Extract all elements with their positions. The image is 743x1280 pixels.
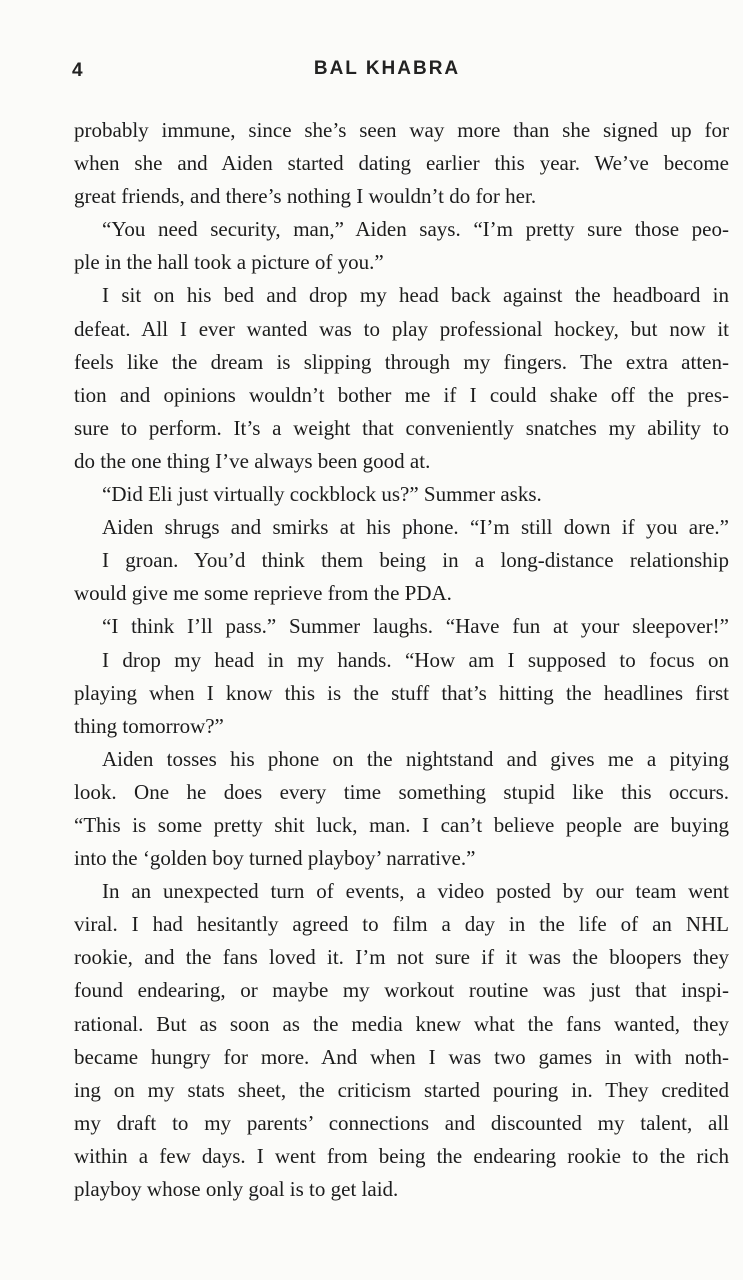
text-line: “This is some pretty shit luck, man. I can’t believe people are buying xyxy=(74,812,729,837)
text-line: ple in the hall took a picture of you.” xyxy=(74,250,384,275)
text-line: would give me some reprieve from the PDA. xyxy=(74,581,452,606)
running-head: BAL KHABRA xyxy=(313,58,461,79)
text-line: ing on my stats sheet, the criticism started pouring in. They credited xyxy=(74,1077,729,1102)
text-line: tion and opinions wouldn’t bother me if I could shake off the pres- xyxy=(74,382,729,407)
text-line: viral. I had hesitantly agreed to film a day in the life of an NHL xyxy=(74,912,729,937)
text-line: when she and Aiden started dating earlier this year. We’ve become xyxy=(74,151,729,176)
page-header xyxy=(72,56,702,86)
text-line: rookie, and the fans loved it. I’m not sure if it was the bloopers they xyxy=(74,945,729,970)
text-line: Aiden shrugs and smirks at his phone. “I’m still down if you are.” xyxy=(102,515,729,540)
text-line: do the one thing I’ve always been good at. xyxy=(74,448,431,473)
body-text xyxy=(74,114,729,1206)
text-line: Aiden tosses his phone on the nightstand and gives me a pitying xyxy=(102,746,729,771)
text-line: I groan. You’d think them being in a long-distance relationship xyxy=(102,548,729,573)
page-number: 4 xyxy=(72,60,83,81)
text-line: within a few days. I went from being the endearing rookie to the rich xyxy=(74,1143,729,1168)
text-line: look. One he does every time something stupid like this occurs. xyxy=(74,779,729,804)
text-line: became hungry for more. And when I was two games in with noth- xyxy=(74,1044,729,1069)
text-line: into the ‘golden boy turned playboy’ narrative.” xyxy=(74,846,476,871)
text-line: feels like the dream is slipping through my fingers. The extra atten- xyxy=(74,349,729,374)
text-line: sure to perform. It’s a weight that conveniently snatches my ability to xyxy=(74,415,729,440)
text-line: my draft to my parents’ connections and discounted my talent, all xyxy=(74,1110,729,1135)
text-line: playboy whose only goal is to get laid. xyxy=(74,1177,399,1201)
text-line: “Did Eli just virtually cockblock us?” Summer asks. xyxy=(102,482,542,507)
text-line: probably immune, since she’s seen way more than she signed up for xyxy=(74,118,729,142)
text-line: “I think I’ll pass.” Summer laughs. “Have fun at your sleepover!” xyxy=(102,614,729,639)
text-line: I sit on his bed and drop my head back against the headboard in xyxy=(102,283,729,308)
text-line: In an unexpected turn of events, a video posted by our team went xyxy=(102,879,729,904)
text-line: thing tomorrow?” xyxy=(74,713,224,738)
text-line: “You need security, man,” Aiden says. “I’m pretty sure those peo- xyxy=(102,217,729,242)
text-line: found endearing, or maybe my workout routine was just that inspi- xyxy=(74,978,729,1003)
text-line: defeat. All I ever wanted was to play professional hockey, but now it xyxy=(74,316,729,341)
text-line: great friends, and there’s nothing I wouldn’t do for her. xyxy=(74,184,537,209)
text-line: playing when I know this is the stuff that’s hitting the headlines first xyxy=(74,680,729,705)
text-line: I drop my head in my hands. “How am I supposed to focus on xyxy=(102,647,729,672)
text-line: rational. But as soon as the media knew what the fans wanted, they xyxy=(74,1011,729,1036)
